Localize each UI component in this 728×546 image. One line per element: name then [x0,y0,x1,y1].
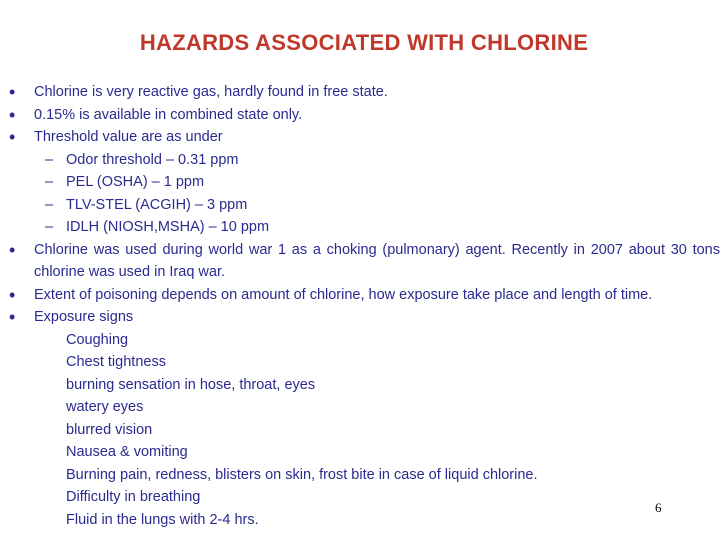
threshold-text: TLV-STEL (ACGIH) – 3 ppm [66,196,248,213]
exposure-sign-item: Nausea & vomiting [66,444,188,460]
dash-glyph: – [45,174,54,190]
bullet-item-exposure [0,306,728,329]
exposure-sign-item: Chest tightness [66,354,166,370]
bullet-glyph: • [9,239,16,260]
bullet-item-war [0,239,728,284]
exposure-sign-item: Difficulty in breathing [66,489,201,505]
bullet-glyph: • [9,284,16,305]
threshold-item-idlh [0,216,728,239]
dash-glyph: – [45,219,54,235]
bullet-item-combined [0,104,728,127]
bullet-item-extent [0,284,728,307]
exposure-sign-item: Coughing [66,331,129,348]
threshold-text: PEL (OSHA) – 1 ppm [66,174,205,190]
exposure-sign-item: Fluid in the lungs with 2-4 hrs. [66,511,259,528]
threshold-item-tlv [0,194,728,217]
page-number: 6 [655,500,662,515]
bullet-glyph: • [9,82,16,102]
bullet-text: Threshold value are as under [34,129,223,145]
threshold-text: IDLH (NIOSH,MSHA) – 10 ppm [66,219,270,235]
exposure-sign-item: burning sensation in hose, throat, eyes [66,376,316,393]
exposure-sign-item: blurred vision [66,421,153,438]
threshold-item-pel [0,171,728,194]
dash-glyph: – [45,151,54,168]
exposure-sign-item: Burning pain, redness, blisters on skin, frost bite in case of liquid chlorine. [66,466,538,483]
bullet-item-threshold [0,126,728,149]
dash-glyph: – [45,196,54,213]
slide-content [0,81,728,531]
bullet-text: Chlorine is very reactive gas, hardly found in free state. [34,84,388,100]
bullet-glyph: • [9,307,16,327]
bullet-text: Chlorine was used during world war 1 as a choking (pulmonary) agent. Recently in 2007 about 30 tons chlorine was used in Iraq war. [34,241,720,280]
bullet-text: 0.15% is available in combined state only. [34,106,303,123]
bullet-text: Extent of poisoning depends on amount of chlorine, how exposure take place and length of time. [34,286,653,303]
bullet-glyph: • [9,127,16,147]
exposure-sign-item: watery eyes [66,399,144,415]
bullet-text: Exposure signs [34,309,134,325]
threshold-item-odor [0,149,728,172]
slide-title: HAZARDS ASSOCIATED WITH CHLORINE [139,30,589,55]
bullet-glyph: • [9,104,16,125]
threshold-text: Odor threshold – 0.31 ppm [66,151,239,168]
bullet-item-reactive [0,81,728,104]
